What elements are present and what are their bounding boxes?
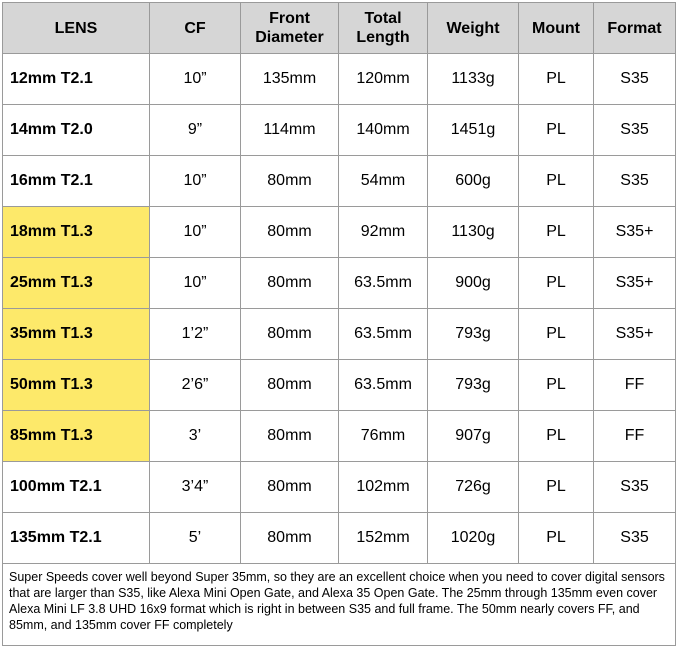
format-cell: S35 xyxy=(594,462,676,513)
total-length-cell: 63.5mm xyxy=(339,309,428,360)
table-row xyxy=(3,105,676,156)
format-cell: FF xyxy=(594,411,676,462)
table-row xyxy=(3,360,676,411)
format-cell: S35+ xyxy=(594,309,676,360)
lens-cell: 12mm T2.1 xyxy=(3,54,150,105)
lens-cell: 35mm T1.3 xyxy=(3,309,150,360)
lens-cell: 100mm T2.1 xyxy=(3,462,150,513)
header-mount: Mount xyxy=(519,3,594,54)
mount-cell: PL xyxy=(519,309,594,360)
total-length-cell: 140mm xyxy=(339,105,428,156)
front-diameter-cell: 80mm xyxy=(241,513,339,564)
weight-cell: 1451g xyxy=(428,105,519,156)
total-length-cell: 54mm xyxy=(339,156,428,207)
cf-cell: 10” xyxy=(150,156,241,207)
front-diameter-cell: 114mm xyxy=(241,105,339,156)
mount-cell: PL xyxy=(519,54,594,105)
format-cell: S35+ xyxy=(594,207,676,258)
cf-cell: 2’6” xyxy=(150,360,241,411)
table-row xyxy=(3,462,676,513)
header-format: Format xyxy=(594,3,676,54)
weight-cell: 726g xyxy=(428,462,519,513)
front-diameter-cell: 80mm xyxy=(241,309,339,360)
table-row xyxy=(3,309,676,360)
mount-cell: PL xyxy=(519,360,594,411)
mount-cell: PL xyxy=(519,411,594,462)
cf-cell: 10” xyxy=(150,207,241,258)
mount-cell: PL xyxy=(519,258,594,309)
header-total-length xyxy=(339,3,428,54)
cf-cell: 3’4” xyxy=(150,462,241,513)
front-diameter-cell: 80mm xyxy=(241,156,339,207)
weight-cell: 1130g xyxy=(428,207,519,258)
weight-cell: 900g xyxy=(428,258,519,309)
cf-cell: 1’2” xyxy=(150,309,241,360)
mount-cell: PL xyxy=(519,207,594,258)
front-diameter-cell: 80mm xyxy=(241,258,339,309)
table-row xyxy=(3,411,676,462)
header-weight: Weight xyxy=(428,3,519,54)
front-diameter-cell: 80mm xyxy=(241,360,339,411)
header-total-length-line2: Length xyxy=(356,29,410,46)
lens-cell: 16mm T2.1 xyxy=(3,156,150,207)
format-cell: S35 xyxy=(594,54,676,105)
table-row xyxy=(3,258,676,309)
weight-cell: 1020g xyxy=(428,513,519,564)
weight-cell: 793g xyxy=(428,309,519,360)
total-length-cell: 102mm xyxy=(339,462,428,513)
total-length-cell: 63.5mm xyxy=(339,258,428,309)
total-length-cell: 120mm xyxy=(339,54,428,105)
lens-cell: 25mm T1.3 xyxy=(3,258,150,309)
table-row xyxy=(3,207,676,258)
lens-cell: 14mm T2.0 xyxy=(3,105,150,156)
front-diameter-cell: 80mm xyxy=(241,207,339,258)
format-cell: S35+ xyxy=(594,258,676,309)
table-row xyxy=(3,54,676,105)
cf-cell: 5’ xyxy=(150,513,241,564)
format-cell: S35 xyxy=(594,105,676,156)
cf-cell: 3’ xyxy=(150,411,241,462)
cf-cell: 9” xyxy=(150,105,241,156)
cf-cell: 10” xyxy=(150,258,241,309)
mount-cell: PL xyxy=(519,513,594,564)
front-diameter-cell: 135mm xyxy=(241,54,339,105)
footnote-row xyxy=(3,564,676,646)
table-row xyxy=(3,156,676,207)
lens-cell: 18mm T1.3 xyxy=(3,207,150,258)
mount-cell: PL xyxy=(519,462,594,513)
header-lens: LENS xyxy=(3,3,150,54)
table-body xyxy=(3,54,676,646)
mount-cell: PL xyxy=(519,156,594,207)
total-length-cell: 63.5mm xyxy=(339,360,428,411)
total-length-cell: 92mm xyxy=(339,207,428,258)
format-cell: S35 xyxy=(594,513,676,564)
header-front-diameter-line1: Front xyxy=(269,10,310,27)
lens-cell: 50mm T1.3 xyxy=(3,360,150,411)
lens-cell: 85mm T1.3 xyxy=(3,411,150,462)
format-cell: S35 xyxy=(594,156,676,207)
cf-cell: 10” xyxy=(150,54,241,105)
format-cell: FF xyxy=(594,360,676,411)
header-total-length-line1: Total xyxy=(364,10,402,27)
table-row xyxy=(3,513,676,564)
header-front-diameter-line2: Diameter xyxy=(255,29,324,46)
total-length-cell: 76mm xyxy=(339,411,428,462)
lens-spec-table xyxy=(2,2,676,646)
mount-cell: PL xyxy=(519,105,594,156)
header-row xyxy=(3,3,676,54)
lens-cell: 135mm T2.1 xyxy=(3,513,150,564)
weight-cell: 793g xyxy=(428,360,519,411)
header-front-diameter xyxy=(241,3,339,54)
weight-cell: 907g xyxy=(428,411,519,462)
total-length-cell: 152mm xyxy=(339,513,428,564)
front-diameter-cell: 80mm xyxy=(241,462,339,513)
header-cf: CF xyxy=(150,3,241,54)
weight-cell: 600g xyxy=(428,156,519,207)
front-diameter-cell: 80mm xyxy=(241,411,339,462)
footnote-text: Super Speeds cover well beyond Super 35mm, so they are an excellent choice when you need to cover digital sensors that are larger than S35, like Alexa Mini Open Gate, and Alexa 35 Open Gate. The 25mm through 135mm even cover Alexa Mini LF 3.8 UHD 16x9 format which is right in between S35 and full frame. The 50mm nearly covers FF, and 85mm, and 135mm cover FF completely xyxy=(3,564,676,646)
weight-cell: 1133g xyxy=(428,54,519,105)
